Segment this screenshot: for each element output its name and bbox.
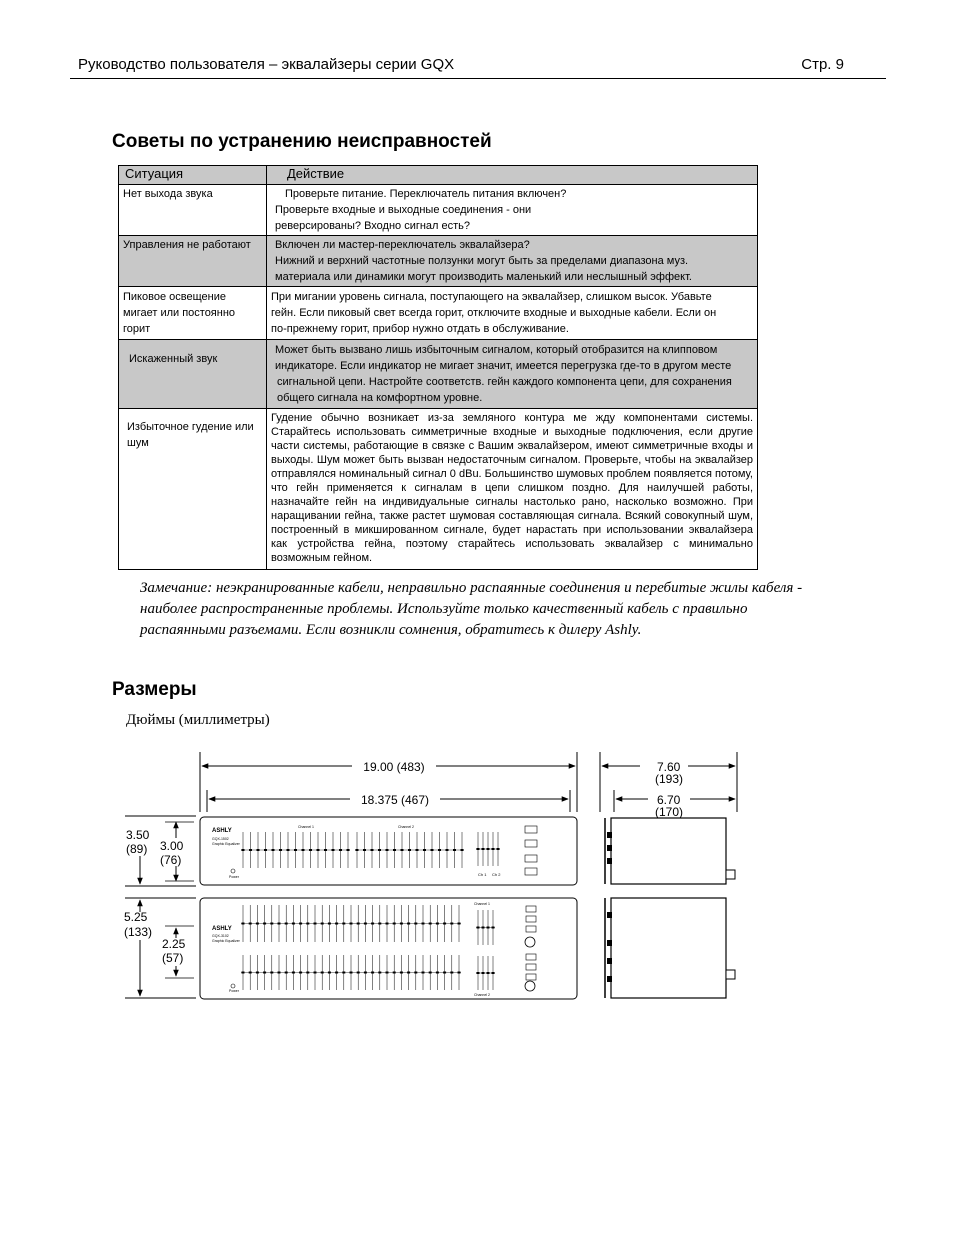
model-1u: GQX-1502 — [212, 837, 229, 841]
channel1-label-1u: Channel 1 — [298, 825, 314, 829]
table-header-row — [119, 166, 758, 185]
h1u-inner-mm: (76) — [160, 853, 182, 867]
h2u-inner: 2.25 — [162, 937, 186, 951]
h2u-total-mm: (133) — [124, 925, 153, 939]
ch2-label: Ch 2 — [492, 872, 501, 877]
depth-total-label: 7.60 — [657, 760, 681, 774]
action-cell — [267, 340, 758, 409]
action-line: Проверьте питание. Переключатель питания включен? — [285, 188, 567, 200]
troubleshooting-table — [118, 165, 758, 570]
h2u-total: 5.25 — [124, 910, 148, 924]
power-label-2u: Power — [229, 989, 239, 993]
side-view-1u — [605, 818, 735, 884]
channel2-label-2u: Channel 2 — [474, 993, 490, 997]
situation-cell: Искаженный звук — [119, 340, 267, 409]
table-row — [119, 340, 758, 409]
subtitle-1u: Graphic Equalizer — [212, 842, 240, 846]
depth-total-mm: (193) — [655, 772, 684, 786]
header-title: Руководство пользователя – эквалайзеры серии GQX — [78, 56, 455, 73]
header-divider — [70, 78, 886, 79]
h2u-inner-mm: (57) — [162, 951, 184, 965]
channel2-label-1u: Channel 2 — [398, 825, 414, 829]
h1u-total: 3.50 — [126, 828, 150, 842]
depth-dimension — [600, 752, 737, 819]
action-line: Нижний и верхний частотные ползунки могут быть за пределами диапазона муз. — [275, 255, 689, 267]
front-panel-1u — [200, 817, 577, 885]
note-text: Замечание: неэкранированные кабели, неправильно распаянные соединения и перебитые жилы кабеля - наиболее распространенные проблемы. Используйте только качественный кабель с правильно распаянными разъемами. Если возникли сомнения, обратитесь к дилеру Ashly. — [140, 580, 803, 638]
situation-cell: Избыточное гудение или шум — [119, 409, 267, 570]
table-row — [119, 409, 758, 570]
height-dimension-2u — [124, 898, 196, 998]
dimensions-drawing — [0, 740, 954, 1010]
action-line: материала или динамики могут производить маленький или неслышный эффект. — [275, 271, 692, 283]
table-row — [119, 236, 758, 287]
action-line: реверсированы? Входно сигнал есть? — [275, 220, 471, 232]
situation-cell: Пиковое освещение мигает или постоянно горит — [119, 287, 267, 340]
width-rack-label: 18.375 (467) — [360, 793, 430, 807]
width-overall-label: 19.00 (483) — [363, 760, 425, 774]
action-line: сигнальной цепи. Настройте соответств. гейн каждого компонента цепи, для сохранения — [277, 376, 732, 388]
situation-cell: Нет выхода звука — [119, 185, 267, 236]
h1u-inner: 3.00 — [160, 839, 184, 853]
action-line: гейн. Если пиковый свет всегда горит, отключите входные и выходные кабели. Если он — [271, 307, 717, 319]
action-line: Проверьте входные и выходные соединения - они — [275, 204, 532, 216]
page-number: Стр. 9 — [801, 56, 844, 73]
dimensions-heading: Размеры — [112, 679, 197, 700]
model-2u: GQX-3102 — [212, 934, 229, 938]
col-situation: Ситуация — [119, 166, 267, 185]
front-panel-2u — [200, 898, 577, 999]
dimensions-units: Дюймы (миллиметры) — [126, 712, 270, 728]
action-cell — [267, 236, 758, 287]
action-line: При мигании уровень сигнала, поступающего на эквалайзер, слишком высок. Убавьте — [271, 291, 712, 303]
h1u-total-mm: (89) — [126, 842, 148, 856]
col-action: Действие — [267, 166, 758, 185]
action-line: общего сигнала на комфортном уровне. — [277, 392, 483, 404]
action-line: по-прежнему горит, прибор нужно отдать в обслуживание. — [271, 323, 569, 335]
action-line: Включен ли мастер-переключатель эквалайзера? — [275, 239, 530, 251]
brand-logo-2u: ASHLY — [212, 926, 232, 932]
power-label-1u: Power — [229, 875, 239, 879]
brand-logo-1u: ASHLY — [212, 828, 232, 834]
action-cell: Гудение обычно возникает из-за земляного контура ме жду компонентами системы. Старайтесь использовать симметричные входные и выходные подключения, если другие части системы, работающие в связке с Вашим эквалайзером, имеют симметричные входы и выходы. Шум может быть вызван недостаточным сигналом. Проверьте, чтобы на эквалайзер отправлялся номинальный сигнал 0 dBu. Большинство шумовых проблем появляется потому, что гейн применяется к сигналам в цепи слишком поздно. Для наилучшей работы, назначайте гейн на индивидуальные сигналы настолько рано, насколько возможно. При наращивании гейна, также растет шумовая составляющая сигнала. Всякий совокупный шум, построенный в микшированном сигнале, будет нарастать при использовании эквалайзера как устройства гейна, поэтому старайтесь использовать эквалайзер с минимально возможным гейном. — [267, 409, 758, 570]
ch1-label: Ch 1 — [478, 872, 487, 877]
channel1-label-2u: Channel 1 — [474, 902, 490, 906]
action-line: Может быть вызвано лишь избыточным сигналом, который отобразится на клипповом — [275, 344, 718, 356]
subtitle-2u: Graphic Equalizer — [212, 939, 240, 943]
action-cell — [267, 287, 758, 340]
width-dimension-rack — [207, 790, 570, 812]
height-dimension-1u — [125, 816, 196, 886]
depth-chassis-mm: (170) — [655, 805, 684, 819]
action-line: индикаторе. Если индикатор не мигает значит, имеется перегрузка где-то в другом месте — [275, 360, 732, 372]
action-cell — [267, 185, 758, 236]
side-view-2u — [605, 898, 735, 998]
table-row — [119, 287, 758, 340]
situation-cell: Управления не работают — [119, 236, 267, 287]
troubleshooting-heading: Советы по устранению неисправностей — [112, 131, 492, 152]
table-row — [119, 185, 758, 236]
depth-chassis-label: 6.70 — [657, 793, 681, 807]
